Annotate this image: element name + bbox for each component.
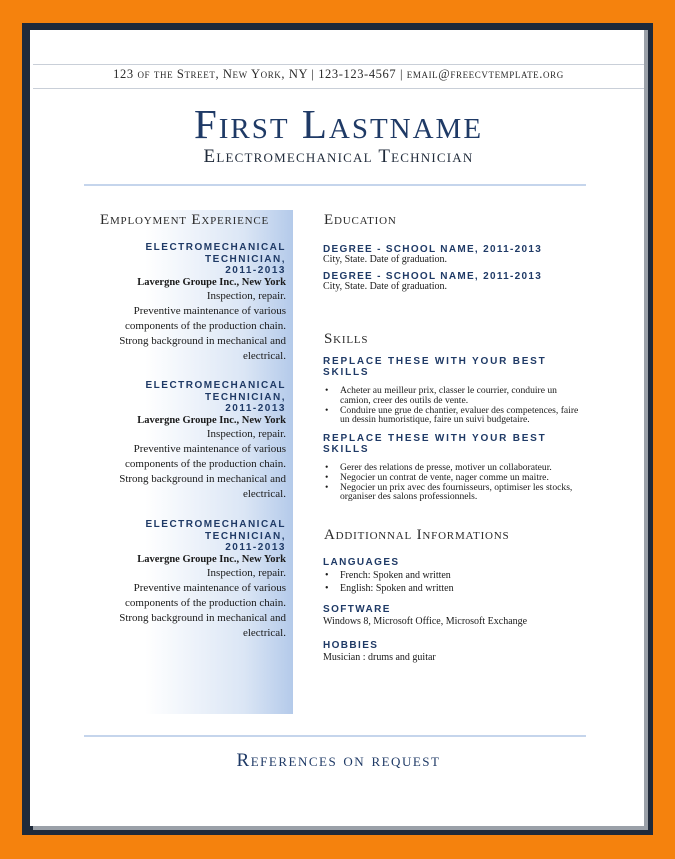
- language-text: French: Spoken and written: [340, 570, 451, 581]
- contact-rule-top: [33, 64, 644, 65]
- skill-text: Acheter au meilleur prix, classer le courrier, conduire un camion, creer des outils de vente.: [340, 385, 557, 406]
- references-line: References on request: [236, 750, 441, 771]
- languages-list: [323, 569, 588, 595]
- software-title: SOFTWARE: [323, 604, 391, 615]
- languages-title: LANGUAGES: [323, 557, 400, 568]
- candidate-name: First Lastname: [193, 101, 484, 147]
- skills-list: [323, 386, 588, 425]
- employment-desc-line: Preventive maintenance of various: [133, 442, 286, 455]
- page-shadow-right: [644, 30, 648, 830]
- employment-desc-line: Preventive maintenance of various: [133, 581, 286, 594]
- employment-desc-line: Inspection, repair.: [206, 566, 286, 579]
- bullet-icon: •: [325, 462, 329, 473]
- education-degree: DEGREE - SCHOOL NAME, 2011-2013: [323, 244, 543, 255]
- skills-list: [323, 463, 588, 502]
- education-detail: City, State. Date of graduation.: [323, 254, 448, 265]
- skills-group-1: [323, 356, 588, 425]
- employment-desc-line: electrical.: [242, 626, 286, 639]
- employment-desc-line: components of the production chain.: [125, 457, 286, 470]
- education-heading: Education: [324, 212, 397, 228]
- employment-desc-line: electrical.: [242, 349, 286, 362]
- employment-title-line2: TECHNICIAN,: [205, 391, 286, 403]
- employment-desc-line: Inspection, repair.: [206, 289, 286, 302]
- education-entry-2: [323, 271, 588, 292]
- language-text: English: Spoken and written: [340, 583, 454, 594]
- skills-group-title: REPLACE THESE WITH YOUR BEST SKILLS: [323, 356, 547, 378]
- hobbies-text: Musician : drums and guitar: [323, 652, 436, 663]
- page-shadow-bottom: [33, 826, 648, 830]
- additional-heading: Additionnal Informations: [324, 527, 510, 543]
- employment-desc-line: Inspection, repair.: [206, 427, 286, 440]
- employment-title-line2: TECHNICIAN,: [205, 253, 286, 265]
- list-item: [323, 386, 588, 406]
- skill-text: Gerer des relations de presse, motiver un collaborateur.: [340, 462, 552, 473]
- bullet-icon: •: [325, 471, 329, 483]
- education-detail: City, State. Date of graduation.: [323, 281, 448, 292]
- skills-group-title: REPLACE THESE WITH YOUR BEST SKILLS: [323, 433, 547, 455]
- additional-info: [323, 557, 588, 664]
- bullet-icon: •: [325, 481, 329, 493]
- bullet-icon: •: [325, 583, 329, 594]
- footer-divider: [84, 735, 586, 737]
- employment-desc-line: Strong background in mechanical and: [119, 334, 286, 347]
- contact-line: 123 of the Street, New York, NY | 123-123-4567 | email@freecvtemplate.org: [113, 67, 564, 81]
- employment-years: 2011-2013: [225, 542, 286, 553]
- list-item: [323, 582, 588, 595]
- employment-entry-1: [100, 242, 286, 364]
- hobbies-title: HOBBIES: [323, 640, 379, 651]
- contact-rule-bottom: [33, 88, 644, 89]
- education-entry-1: [323, 244, 588, 265]
- employment-desc-line: electrical.: [242, 487, 286, 500]
- skill-text: Negocier un prix avec des fournisseurs, optimiser les stocks, organiser des salons professionnels.: [340, 481, 573, 503]
- skills-heading: Skills: [324, 331, 369, 347]
- employment-company: Lavergne Groupe Inc., New York: [137, 414, 286, 426]
- employment-desc-line: Strong background in mechanical and: [119, 472, 286, 485]
- skills-group-2: [323, 433, 588, 502]
- employment-desc-line: Strong background in mechanical and: [119, 611, 286, 624]
- header-divider: [84, 184, 586, 186]
- software-text: Windows 8, Microsoft Office, Microsoft Exchange: [323, 616, 528, 627]
- list-item: [323, 483, 588, 503]
- skill-text: Negocier un contrat de vente, nager comme un maitre.: [340, 471, 549, 483]
- employment-desc-line: components of the production chain.: [125, 596, 286, 609]
- candidate-title: Electromechanical Technician: [203, 146, 474, 167]
- employment-title-line1: ELECTROMECHANICAL: [145, 380, 286, 391]
- employment-title-line1: ELECTROMECHANICAL: [145, 242, 286, 253]
- employment-company: Lavergne Groupe Inc., New York: [137, 276, 286, 288]
- employment-title-line2: TECHNICIAN,: [205, 530, 286, 542]
- bullet-icon: •: [325, 404, 329, 416]
- bullet-icon: •: [325, 570, 329, 581]
- list-item: [323, 569, 588, 582]
- skill-text: Conduire une grue de chantier, evaluer des competences, faire un dessin humoristique, faire un suivi budgetaire.: [340, 404, 579, 426]
- employment-years: 2011-2013: [225, 265, 286, 276]
- employment-title-line1: ELECTROMECHANICAL: [145, 519, 286, 530]
- list-item: [323, 406, 588, 426]
- employment-entry-2: [100, 380, 286, 502]
- employment-years: 2011-2013: [225, 403, 286, 414]
- education-degree: DEGREE - SCHOOL NAME, 2011-2013: [323, 271, 543, 282]
- employment-company: Lavergne Groupe Inc., New York: [137, 553, 286, 565]
- bullet-icon: •: [325, 385, 329, 396]
- employment-desc-line: components of the production chain.: [125, 319, 286, 332]
- employment-heading: Employment Experience: [100, 212, 270, 228]
- employment-desc-line: Preventive maintenance of various: [133, 304, 286, 317]
- employment-entry-3: [100, 519, 286, 641]
